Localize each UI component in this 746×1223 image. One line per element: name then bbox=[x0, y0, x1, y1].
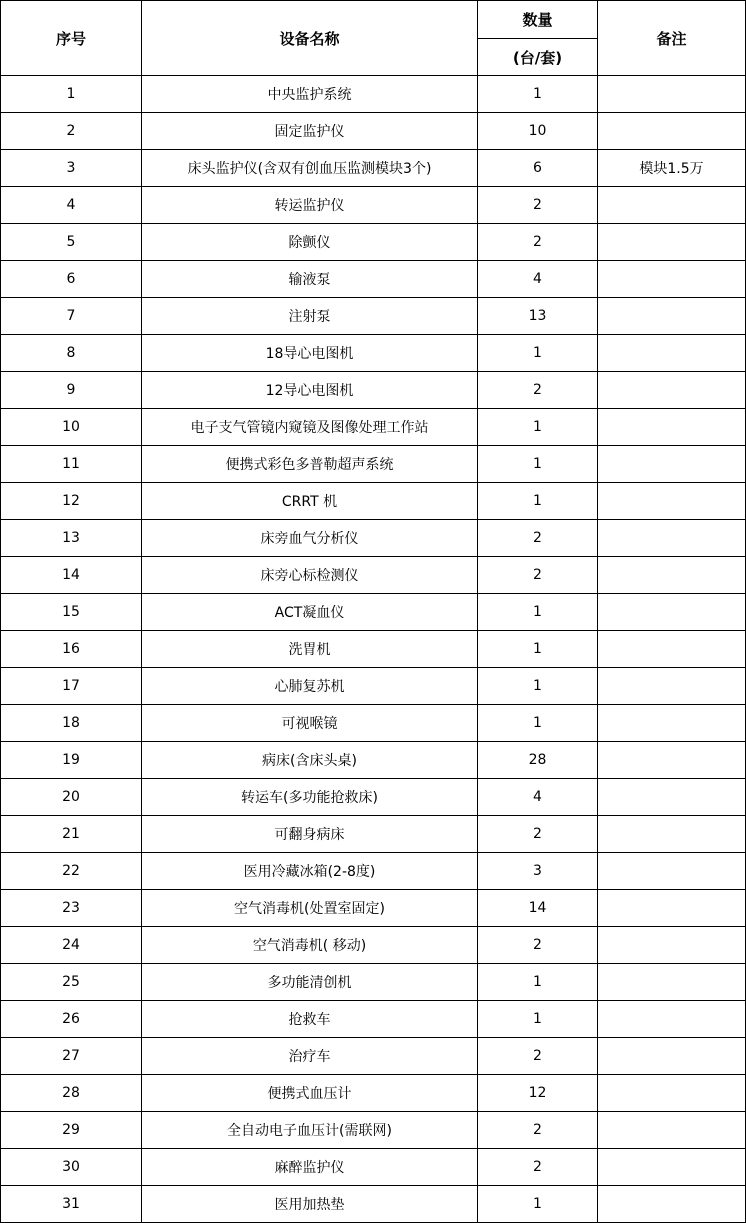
header-row bbox=[1, 1, 746, 39]
cell-seq: 24 bbox=[1, 927, 142, 964]
cell-remark bbox=[598, 483, 746, 520]
cell-seq: 16 bbox=[1, 631, 142, 668]
cell-seq: 4 bbox=[1, 187, 142, 224]
cell-remark bbox=[598, 779, 746, 816]
table-row bbox=[1, 779, 746, 816]
cell-remark bbox=[598, 113, 746, 150]
cell-qty: 1 bbox=[478, 76, 598, 113]
cell-name: 固定监护仪 bbox=[142, 113, 478, 150]
cell-qty: 1 bbox=[478, 1001, 598, 1038]
cell-remark bbox=[598, 446, 746, 483]
cell-qty: 28 bbox=[478, 742, 598, 779]
table-row bbox=[1, 1001, 746, 1038]
cell-qty: 2 bbox=[478, 372, 598, 409]
cell-seq: 12 bbox=[1, 483, 142, 520]
table-row bbox=[1, 150, 746, 187]
cell-qty: 1 bbox=[478, 409, 598, 446]
table-row bbox=[1, 668, 746, 705]
table-row bbox=[1, 1112, 746, 1149]
cell-seq: 18 bbox=[1, 705, 142, 742]
header-qty: 数量 bbox=[478, 1, 598, 39]
cell-seq: 10 bbox=[1, 409, 142, 446]
cell-name: 床旁心标检测仪 bbox=[142, 557, 478, 594]
cell-name: 多功能清创机 bbox=[142, 964, 478, 1001]
table-row bbox=[1, 1186, 746, 1223]
cell-name: 病床(含床头桌) bbox=[142, 742, 478, 779]
cell-seq: 25 bbox=[1, 964, 142, 1001]
table-row bbox=[1, 557, 746, 594]
cell-seq: 22 bbox=[1, 853, 142, 890]
table-row bbox=[1, 335, 746, 372]
cell-name: 便携式血压计 bbox=[142, 1075, 478, 1112]
cell-qty: 1 bbox=[478, 631, 598, 668]
cell-name: 18导心电图机 bbox=[142, 335, 478, 372]
cell-name: 床旁血气分析仪 bbox=[142, 520, 478, 557]
cell-remark bbox=[598, 1186, 746, 1223]
table-row bbox=[1, 372, 746, 409]
table-row bbox=[1, 964, 746, 1001]
cell-remark bbox=[598, 890, 746, 927]
cell-remark bbox=[598, 1149, 746, 1186]
table-row bbox=[1, 853, 746, 890]
table-row bbox=[1, 76, 746, 113]
cell-remark bbox=[598, 409, 746, 446]
table-row bbox=[1, 1038, 746, 1075]
cell-qty: 1 bbox=[478, 483, 598, 520]
cell-seq: 3 bbox=[1, 150, 142, 187]
cell-qty: 1 bbox=[478, 964, 598, 1001]
cell-remark bbox=[598, 927, 746, 964]
cell-qty: 1 bbox=[478, 594, 598, 631]
cell-name: 医用加热垫 bbox=[142, 1186, 478, 1223]
cell-seq: 29 bbox=[1, 1112, 142, 1149]
cell-remark bbox=[598, 557, 746, 594]
table-row bbox=[1, 631, 746, 668]
table-row bbox=[1, 890, 746, 927]
cell-name: 心肺复苏机 bbox=[142, 668, 478, 705]
cell-seq: 21 bbox=[1, 816, 142, 853]
cell-name: 可翻身病床 bbox=[142, 816, 478, 853]
table-row bbox=[1, 927, 746, 964]
cell-qty: 4 bbox=[478, 261, 598, 298]
cell-remark bbox=[598, 187, 746, 224]
cell-remark bbox=[598, 1001, 746, 1038]
cell-name: 治疗车 bbox=[142, 1038, 478, 1075]
cell-qty: 1 bbox=[478, 446, 598, 483]
cell-qty: 14 bbox=[478, 890, 598, 927]
cell-name: 洗胃机 bbox=[142, 631, 478, 668]
cell-qty: 2 bbox=[478, 520, 598, 557]
cell-seq: 27 bbox=[1, 1038, 142, 1075]
cell-seq: 14 bbox=[1, 557, 142, 594]
cell-qty: 1 bbox=[478, 705, 598, 742]
cell-name: 输液泵 bbox=[142, 261, 478, 298]
cell-remark: 模块1.5万 bbox=[598, 150, 746, 187]
cell-seq: 11 bbox=[1, 446, 142, 483]
cell-name: 注射泵 bbox=[142, 298, 478, 335]
cell-seq: 2 bbox=[1, 113, 142, 150]
cell-qty: 12 bbox=[478, 1075, 598, 1112]
cell-name: 空气消毒机(处置室固定) bbox=[142, 890, 478, 927]
cell-remark bbox=[598, 594, 746, 631]
cell-seq: 8 bbox=[1, 335, 142, 372]
header-remark: 备注 bbox=[598, 1, 746, 76]
cell-qty: 13 bbox=[478, 298, 598, 335]
cell-remark bbox=[598, 853, 746, 890]
cell-seq: 28 bbox=[1, 1075, 142, 1112]
cell-seq: 13 bbox=[1, 520, 142, 557]
cell-name: ACT凝血仪 bbox=[142, 594, 478, 631]
cell-remark bbox=[598, 668, 746, 705]
cell-name: 麻醉监护仪 bbox=[142, 1149, 478, 1186]
cell-name: 中央监护系统 bbox=[142, 76, 478, 113]
cell-remark bbox=[598, 224, 746, 261]
cell-remark bbox=[598, 742, 746, 779]
cell-remark bbox=[598, 520, 746, 557]
cell-seq: 15 bbox=[1, 594, 142, 631]
cell-name: 转运车(多功能抢救床) bbox=[142, 779, 478, 816]
table-row bbox=[1, 298, 746, 335]
cell-seq: 20 bbox=[1, 779, 142, 816]
cell-remark bbox=[598, 335, 746, 372]
cell-seq: 26 bbox=[1, 1001, 142, 1038]
cell-seq: 5 bbox=[1, 224, 142, 261]
cell-seq: 9 bbox=[1, 372, 142, 409]
cell-seq: 30 bbox=[1, 1149, 142, 1186]
cell-qty: 1 bbox=[478, 668, 598, 705]
cell-remark bbox=[598, 298, 746, 335]
table-row bbox=[1, 816, 746, 853]
header-qty-unit: (台/套) bbox=[478, 39, 598, 76]
cell-qty: 10 bbox=[478, 113, 598, 150]
table-row bbox=[1, 409, 746, 446]
cell-remark bbox=[598, 1038, 746, 1075]
table-row bbox=[1, 187, 746, 224]
cell-qty: 2 bbox=[478, 557, 598, 594]
table-row bbox=[1, 520, 746, 557]
cell-seq: 19 bbox=[1, 742, 142, 779]
table-row bbox=[1, 261, 746, 298]
cell-seq: 7 bbox=[1, 298, 142, 335]
cell-qty: 2 bbox=[478, 927, 598, 964]
table-row bbox=[1, 705, 746, 742]
cell-qty: 1 bbox=[478, 1186, 598, 1223]
cell-qty: 2 bbox=[478, 224, 598, 261]
cell-name: CRRT 机 bbox=[142, 483, 478, 520]
cell-seq: 31 bbox=[1, 1186, 142, 1223]
cell-seq: 1 bbox=[1, 76, 142, 113]
cell-name: 转运监护仪 bbox=[142, 187, 478, 224]
cell-seq: 6 bbox=[1, 261, 142, 298]
cell-qty: 4 bbox=[478, 779, 598, 816]
cell-qty: 3 bbox=[478, 853, 598, 890]
cell-remark bbox=[598, 964, 746, 1001]
cell-name: 电子支气管镜内窥镜及图像处理工作站 bbox=[142, 409, 478, 446]
cell-qty: 2 bbox=[478, 1112, 598, 1149]
cell-qty: 2 bbox=[478, 1149, 598, 1186]
cell-remark bbox=[598, 1075, 746, 1112]
cell-remark bbox=[598, 816, 746, 853]
table-row bbox=[1, 113, 746, 150]
cell-name: 12导心电图机 bbox=[142, 372, 478, 409]
table-row bbox=[1, 224, 746, 261]
header-name: 设备名称 bbox=[142, 1, 478, 76]
cell-remark bbox=[598, 261, 746, 298]
cell-remark bbox=[598, 76, 746, 113]
cell-seq: 17 bbox=[1, 668, 142, 705]
cell-qty: 2 bbox=[478, 816, 598, 853]
cell-name: 医用冷藏冰箱(2-8度) bbox=[142, 853, 478, 890]
table-row bbox=[1, 594, 746, 631]
cell-remark bbox=[598, 705, 746, 742]
table-body bbox=[1, 76, 746, 1223]
cell-name: 空气消毒机( 移动) bbox=[142, 927, 478, 964]
cell-name: 全自动电子血压计(需联网) bbox=[142, 1112, 478, 1149]
cell-name: 便携式彩色多普勒超声系统 bbox=[142, 446, 478, 483]
cell-qty: 1 bbox=[478, 335, 598, 372]
cell-qty: 2 bbox=[478, 1038, 598, 1075]
cell-remark bbox=[598, 1112, 746, 1149]
cell-name: 除颤仪 bbox=[142, 224, 478, 261]
table-row bbox=[1, 742, 746, 779]
cell-remark bbox=[598, 372, 746, 409]
cell-qty: 2 bbox=[478, 187, 598, 224]
cell-name: 可视喉镜 bbox=[142, 705, 478, 742]
table-row bbox=[1, 446, 746, 483]
table-row bbox=[1, 1149, 746, 1186]
cell-name: 床头监护仪(含双有创血压监测模块3个) bbox=[142, 150, 478, 187]
table-row bbox=[1, 1075, 746, 1112]
header-seq: 序号 bbox=[1, 1, 142, 76]
cell-qty: 6 bbox=[478, 150, 598, 187]
table-row bbox=[1, 483, 746, 520]
cell-remark bbox=[598, 631, 746, 668]
cell-name: 抢救车 bbox=[142, 1001, 478, 1038]
cell-seq: 23 bbox=[1, 890, 142, 927]
